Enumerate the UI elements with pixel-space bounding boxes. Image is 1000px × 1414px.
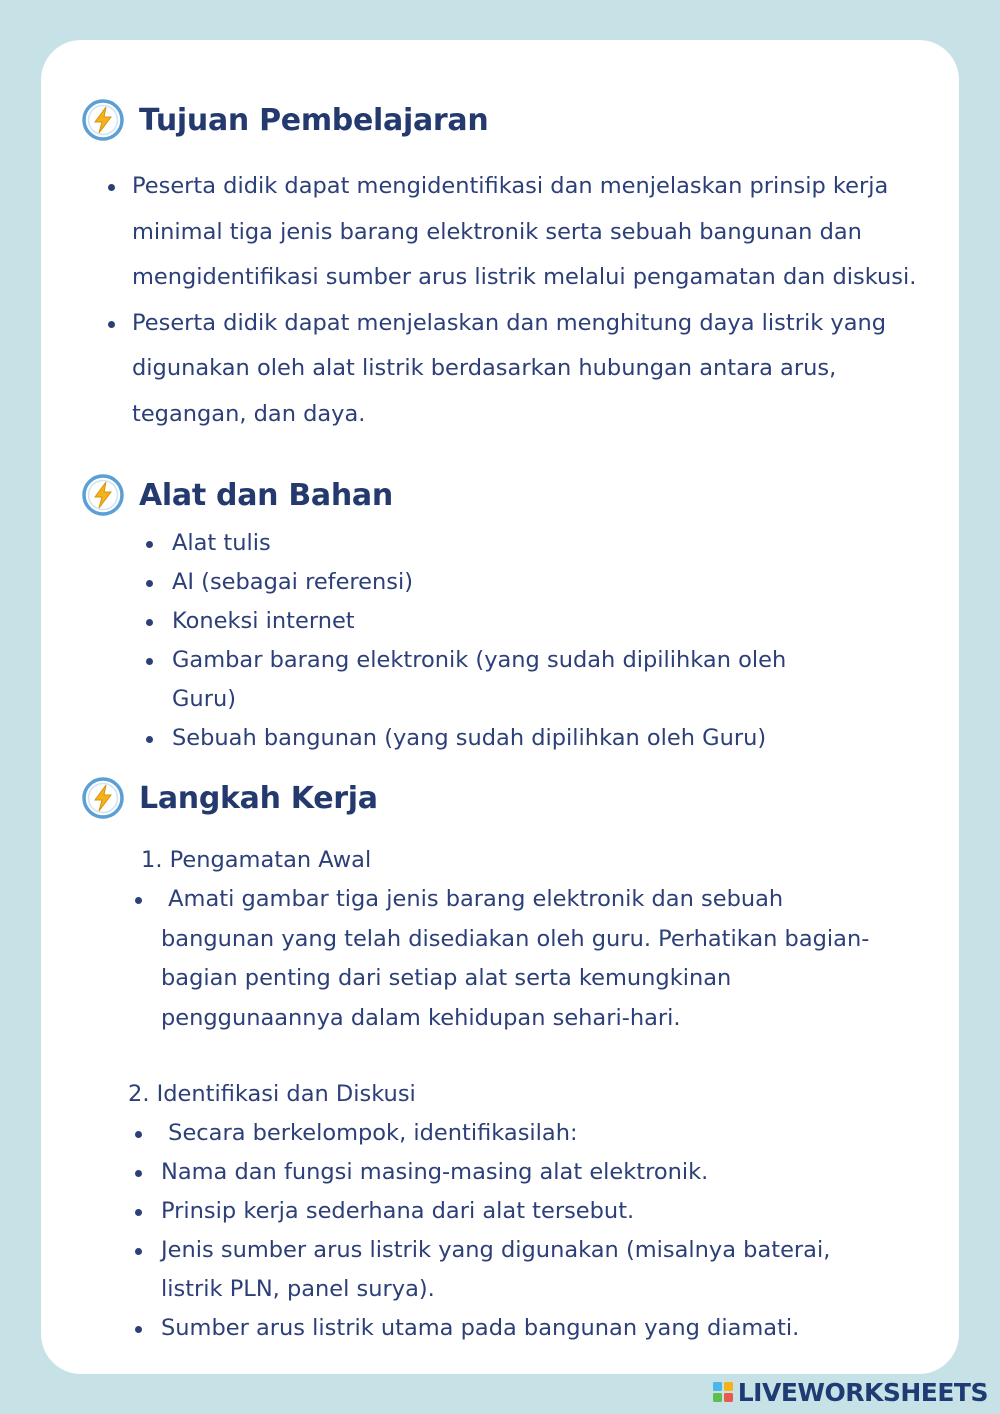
list-item: Gambar barang elektronik (yang sudah dipilihkan oleh Guru) — [172, 641, 852, 719]
step-title: 1. Pengamatan Awal — [141, 847, 372, 873]
lightning-bolt-icon — [81, 98, 125, 142]
step-list — [161, 1114, 891, 1348]
list-item: Peserta didik dapat mengidentifikasi dan menjelaskan prinsip kerja minimal tiga jenis barang elektronik serta sebuah bangunan dan mengidentifikasi sumber arus listrik melalui pengamatan dan diskusi. — [132, 164, 932, 301]
list-item: AI (sebagai referensi) — [172, 563, 872, 602]
list-item: Sumber arus listrik utama pada bangunan yang diamati. — [161, 1309, 891, 1348]
brand-text: LIVEWORKSHEETS — [737, 1377, 988, 1407]
alat-list — [172, 524, 872, 758]
section-heading-alat — [81, 473, 393, 517]
list-item: Prinsip kerja sederhana dari alat tersebut. — [161, 1192, 891, 1231]
list-item: Secara berkelompok, identifikasilah: — [161, 1114, 891, 1153]
brand-logo — [712, 1374, 988, 1410]
lightning-bolt-icon — [81, 473, 125, 517]
list-item: Peserta didik dapat menjelaskan dan menghitung daya listrik yang digunakan oleh alat listrik berdasarkan hubungan antara arus, tegangan, dan daya. — [132, 301, 932, 438]
list-item: Amati gambar tiga jenis barang elektronik dan sebuah bangunan yang telah disediakan oleh guru. Perhatikan bagian-bagian penting dari setiap alat serta kemungkinan penggunaannya dalam kehidupan sehari-hari. — [161, 880, 891, 1038]
list-item: Alat tulis — [172, 524, 872, 563]
step-list — [161, 880, 891, 1038]
list-item: Jenis sumber arus listrik yang digunakan (misalnya baterai, listrik PLN, panel surya). — [161, 1231, 881, 1309]
section-title: Alat dan Bahan — [139, 477, 393, 513]
section-title: Langkah Kerja — [139, 780, 378, 816]
section-heading-langkah — [81, 776, 378, 820]
step-title: 2. Identifikasi dan Diskusi — [128, 1081, 416, 1107]
list-item: Koneksi internet — [172, 602, 872, 641]
section-heading-tujuan — [81, 98, 488, 142]
list-item: Nama dan fungsi masing-masing alat elektronik. — [161, 1153, 891, 1192]
brand-icon — [712, 1381, 734, 1403]
lightning-bolt-icon — [81, 776, 125, 820]
list-item: Sebuah bangunan (yang sudah dipilihkan oleh Guru) — [172, 719, 872, 758]
tujuan-list — [132, 164, 932, 437]
section-title: Tujuan Pembelajaran — [139, 102, 489, 138]
